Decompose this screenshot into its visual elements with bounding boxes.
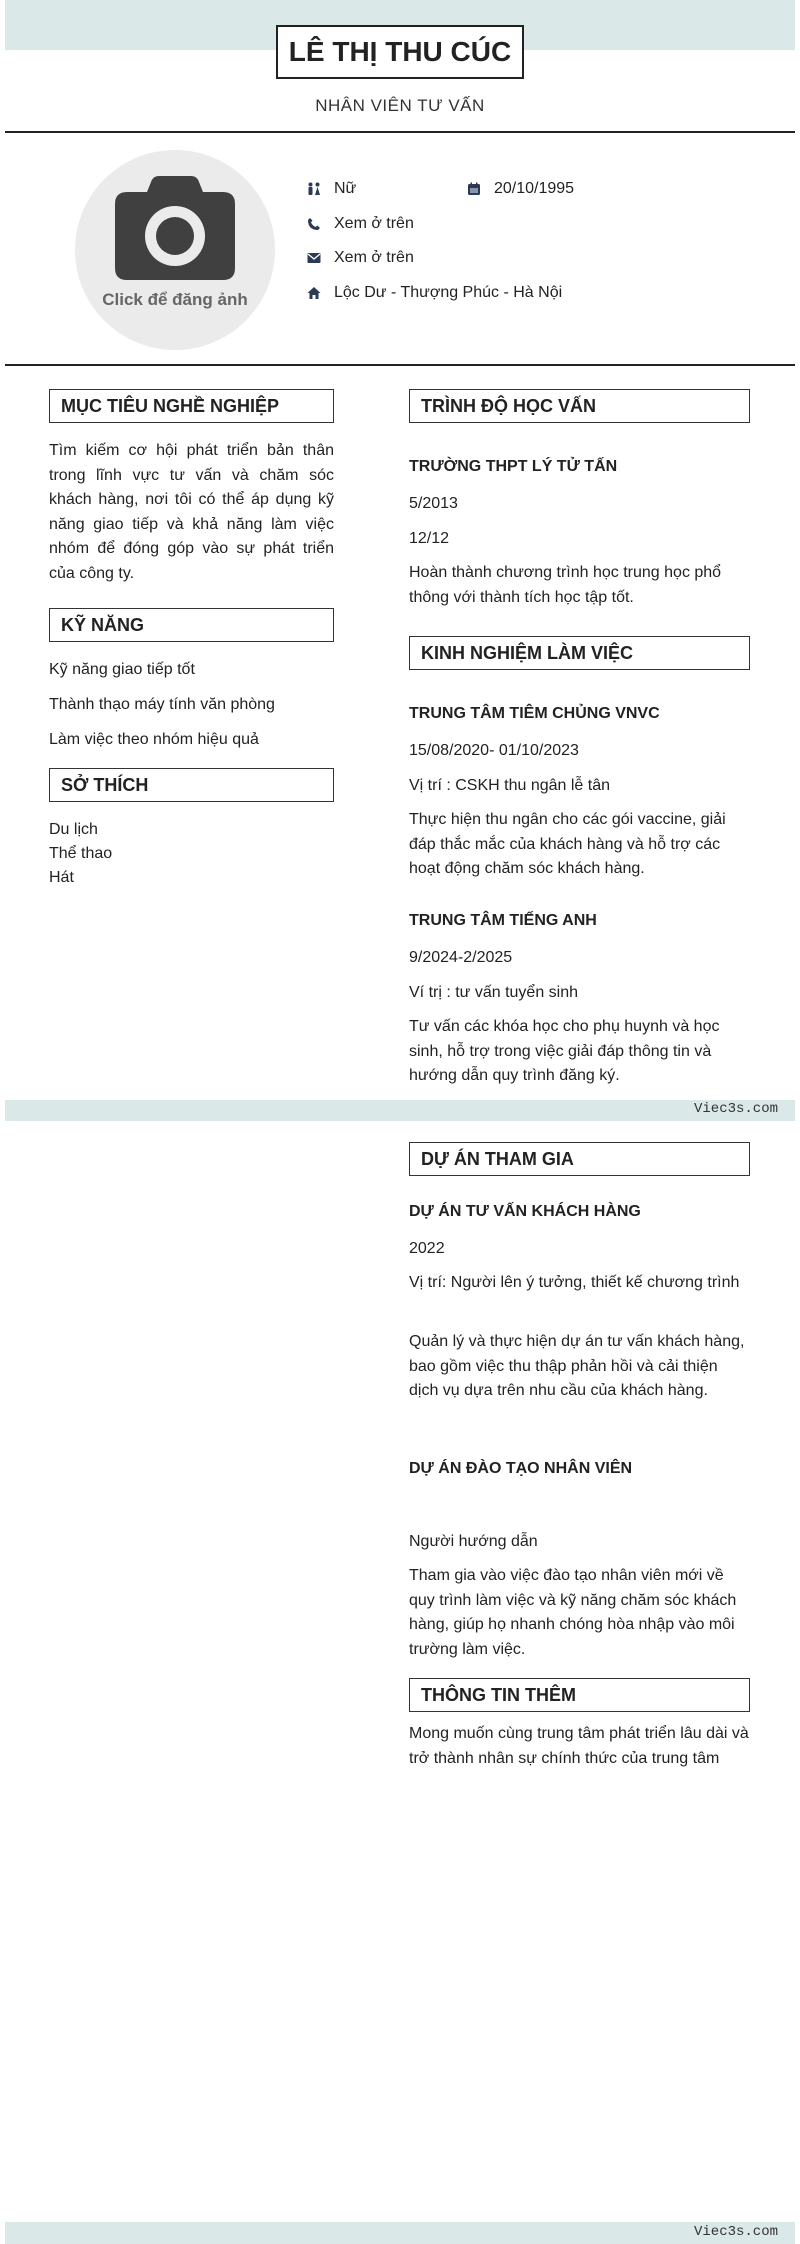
- education-date: 5/2013: [409, 495, 458, 512]
- home-icon: [306, 285, 322, 301]
- job-desc: Tư vấn các khóa học cho phụ huynh và học sinh, hỗ trợ trong việc giải đáp thông tin và hướng dẫn quy trình đăng ký.: [409, 1018, 720, 1084]
- project-desc: Tham gia vào việc đào tạo nhân viên mới về quy trình làm việc và kỹ năng chăm sóc khách hàng, giúp họ nhanh chóng hòa nhập vào môi trường làm việc.: [409, 1567, 737, 1658]
- job-company: TRUNG TÂM TIÊM CHỦNG VNVC: [409, 705, 660, 722]
- project-role: Người hướng dẫn: [409, 1533, 538, 1550]
- skill-item: Làm việc theo nhóm hiệu quả: [49, 731, 259, 748]
- skills-heading: KỸ NĂNG: [49, 608, 334, 642]
- hobby-item: Hát: [49, 869, 74, 886]
- project-year: 2022: [409, 1240, 445, 1257]
- education-heading: TRÌNH ĐỘ HỌC VẤN: [409, 389, 750, 423]
- project-name: DỰ ÁN TƯ VẤN KHÁCH HÀNG: [409, 1203, 641, 1220]
- gender-icon: [306, 181, 322, 197]
- education-grade: 12/12: [409, 530, 450, 547]
- project-desc: Quản lý và thực hiện dự án tư vấn khách hàng, bao gồm việc thu thập phản hồi và cải thiện dịch vụ dựa trên nhu cầu của khách hàng.: [409, 1333, 745, 1399]
- info-divider: [5, 364, 795, 366]
- birthday-row: [466, 180, 574, 198]
- hobby-item: Du lịch: [49, 821, 98, 838]
- skill-item: Thành thạo máy tính văn phòng: [49, 696, 275, 713]
- avatar-label: Click để đăng ảnh: [102, 290, 248, 309]
- job-position: Vị trí : CSKH thu ngân lễ tân: [409, 777, 610, 794]
- projects-heading: DỰ ÁN THAM GIA: [409, 1142, 750, 1176]
- extra-heading: THÔNG TIN THÊM: [409, 1678, 750, 1712]
- objective-heading: MỤC TIÊU NGHỀ NGHIỆP: [49, 389, 334, 423]
- gender-row: [306, 180, 356, 198]
- job-period: 15/08/2020- 01/10/2023: [409, 742, 579, 759]
- avatar-upload[interactable]: [75, 150, 275, 350]
- job-company: TRUNG TÂM TIẾNG ANH: [409, 912, 597, 929]
- job-position: Ví trị : tư vấn tuyển sinh: [409, 984, 579, 1001]
- hobby-item: Thể thao: [49, 845, 113, 862]
- project-name: DỰ ÁN ĐÀO TẠO NHÂN VIÊN: [409, 1460, 633, 1477]
- email-icon: [306, 250, 322, 266]
- page-break-band: [5, 1100, 795, 1121]
- watermark-text: Viec3s.com: [693, 1101, 778, 1117]
- school-name: TRƯỜNG THPT LÝ TỬ TẤN: [409, 458, 618, 475]
- address-value: Lộc Dư - Thượng Phúc - Hà Nội: [334, 284, 563, 301]
- hobbies-heading: SỞ THÍCH: [49, 768, 334, 802]
- objective-text: Tìm kiếm cơ hội phát triển bản thân trong lĩnh vực tư vấn và chăm sóc khách hàng, nơi tôi có thể áp dụng kỹ năng giao tiếp và khả năng làm việc nhóm để đóng góp vào sự phát triển của công ty.: [49, 442, 334, 582]
- phone-value: Xem ở trên: [334, 215, 414, 232]
- camera-icon: [115, 176, 235, 280]
- address-row: [306, 284, 562, 302]
- email-row: [306, 249, 414, 267]
- job-period: 9/2024-2/2025: [409, 949, 513, 966]
- header-divider: [5, 131, 795, 133]
- phone-icon: [306, 216, 322, 232]
- experience-heading: KINH NGHIỆM LÀM VIỆC: [409, 636, 750, 670]
- job-desc: Thực hiện thu ngân cho các gói vaccine, giải đáp thắc mắc của khách hàng và hỗ trợ các hoạt động chăm sóc khách hàng.: [409, 811, 726, 877]
- candidate-name: LÊ THỊ THU CÚC: [276, 25, 524, 79]
- watermark-text: Viec3s.com: [693, 2224, 778, 2240]
- birthday-value: 20/10/1995: [494, 180, 575, 197]
- skill-item: Kỹ năng giao tiếp tốt: [49, 661, 195, 678]
- project-role: Vị trí: Người lên ý tưởng, thiết kế chương trình: [409, 1274, 740, 1291]
- gender-value: Nữ: [334, 180, 357, 197]
- education-desc: Hoàn thành chương trình học trung học phổ thông với thành tích học tập tốt.: [409, 564, 722, 606]
- candidate-role: NHÂN VIÊN TƯ VẤN: [315, 96, 485, 115]
- footer-band: [5, 2222, 795, 2244]
- email-value: Xem ở trên: [334, 249, 414, 266]
- extra-text: Mong muốn cùng trung tâm phát triển lâu dài và trở thành nhân sự chính thức của trung tâm: [409, 1725, 749, 1767]
- calendar-icon: [466, 181, 482, 197]
- phone-row: [306, 215, 414, 233]
